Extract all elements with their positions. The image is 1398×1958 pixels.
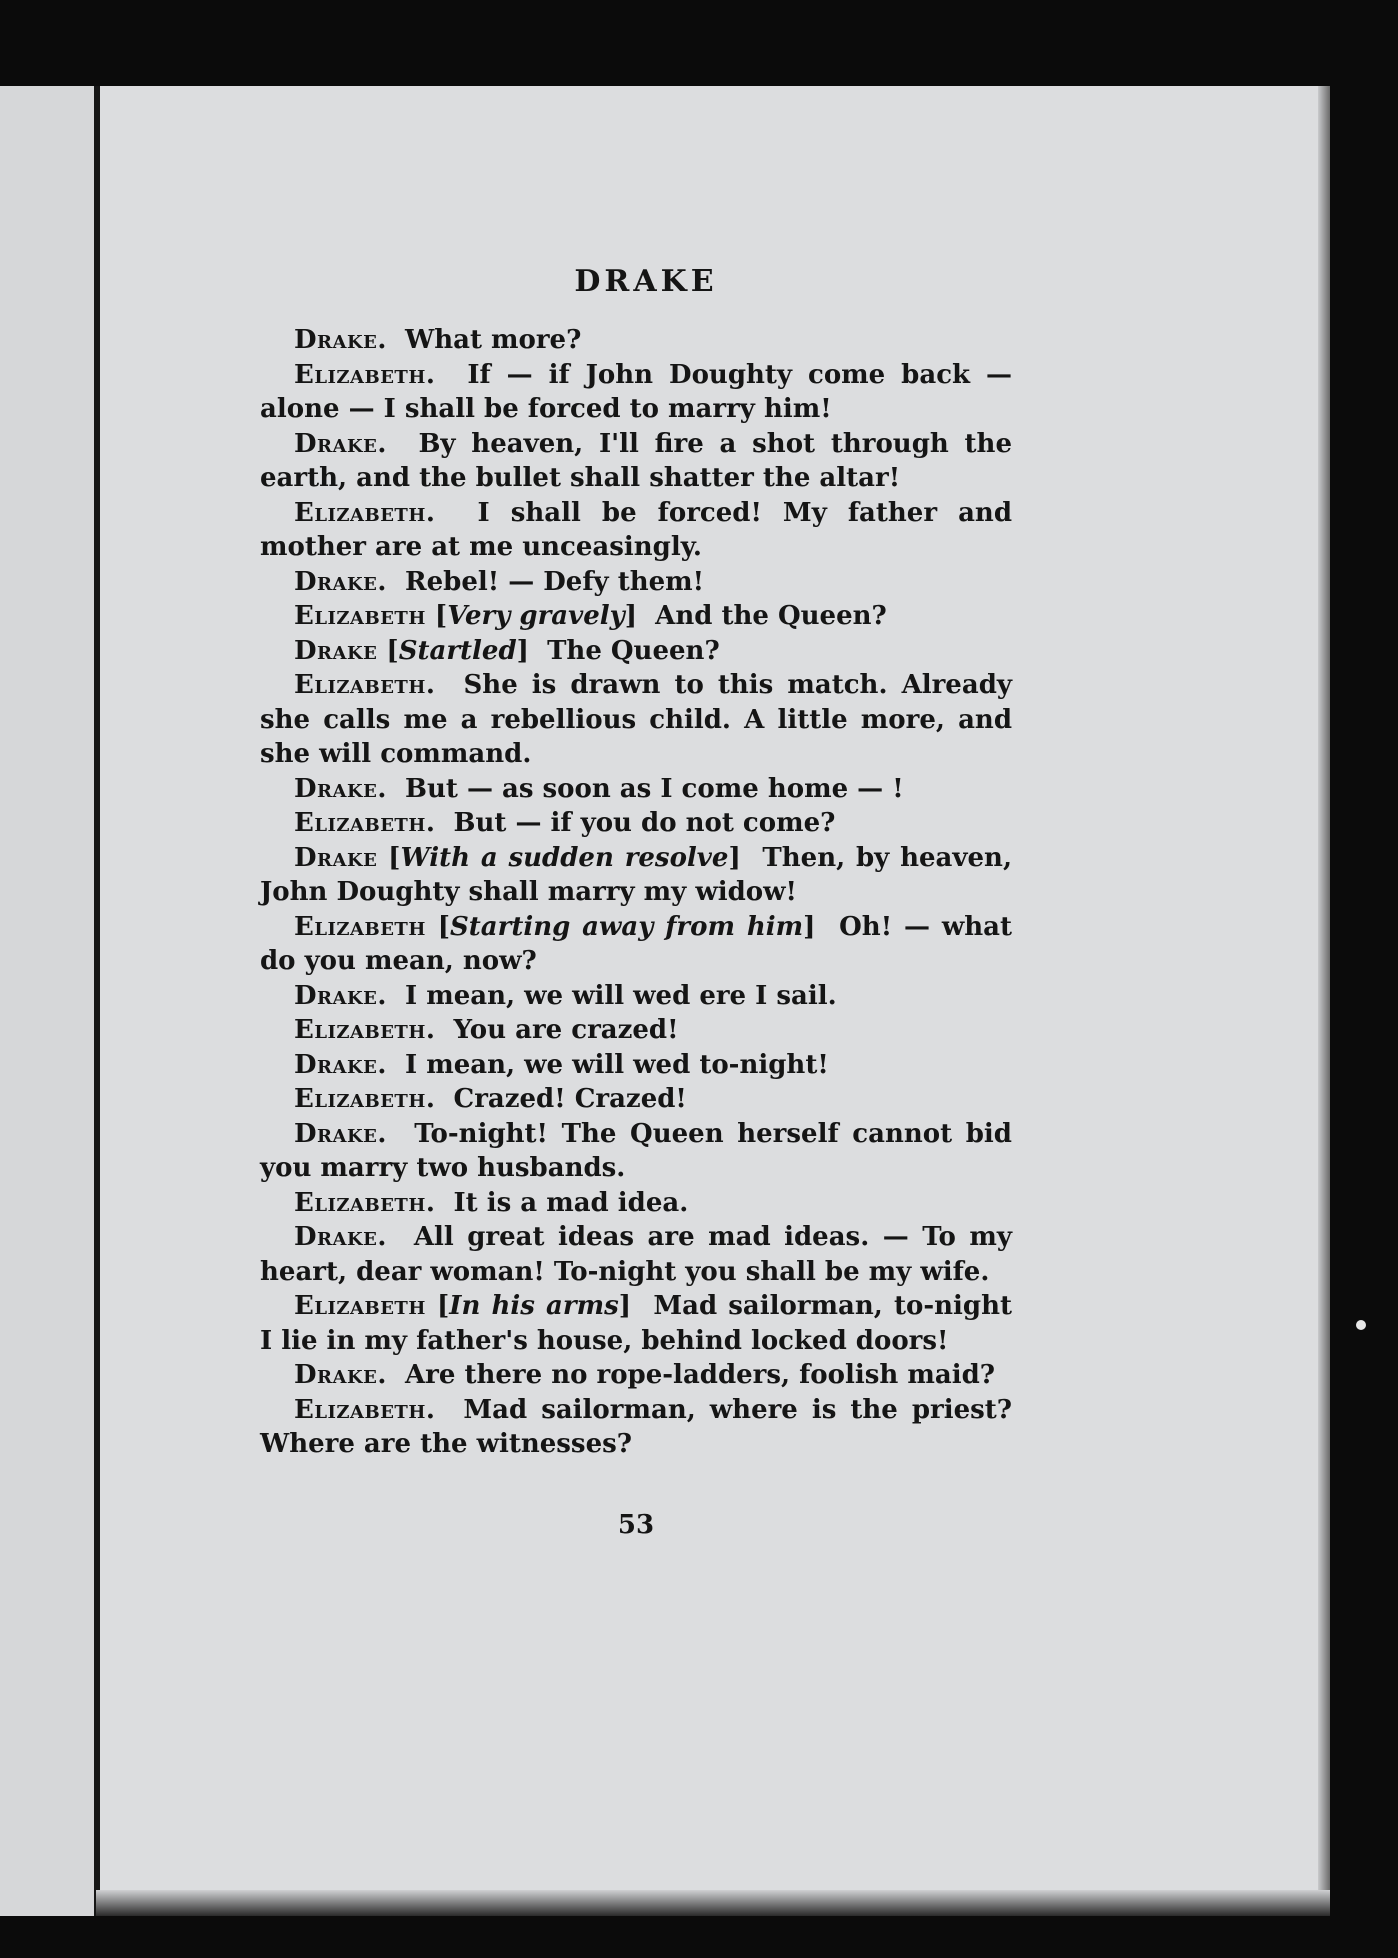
speaker-name: Drake [294,635,378,666]
speech-text: You are crazed! [453,1015,679,1045]
speech [260,565,1012,600]
page-number: 53 [617,1510,655,1540]
speech [260,496,1012,565]
page-right-edge [1318,86,1330,1916]
speech-text: Oh! — what do you mean, now? [260,911,1012,976]
dialogue-text [260,323,1012,1462]
speaker-name: Elizabeth. [294,497,436,528]
speech [260,1393,1012,1462]
speaker-name: Elizabeth. [294,808,436,838]
speech-text: All great ideas are mad ideas. — To my heart, dear woman! To-night you shall be my wife. [260,1222,1012,1287]
speech-text: I mean, we will wed to-night! [405,1049,829,1080]
scan-artifact [1356,1320,1366,1330]
speech-text: I mean, we will wed ere I sail. [405,980,837,1011]
speech-text: Are there no rope-ladders, foolish maid? [405,1360,995,1390]
speech: Elizabeth [In his arms] Mad sailorman, to-night I lie in my father's house, behind locked doors! [260,1291,1012,1356]
speaker-name: Elizabeth. [294,1394,436,1425]
stage-direction: With a sudden resolve [400,842,729,873]
running-head: DRAKE [574,264,718,299]
speech-text: I shall be forced! My father and mother are at me unceasingly. [260,497,1013,562]
speech-text: Mad sailorman, where is the priest? Where are the witnesses? [260,1394,1012,1459]
speaker-name: Drake. [294,1360,387,1390]
speech [260,1048,1012,1083]
speaker-name: Elizabeth. [294,1084,436,1114]
speaker-name: Drake. [294,1118,387,1149]
speech [260,427,1012,496]
speech-text: She is drawn to this match. Already she calls me a rebellious child. A little more, and she will command. [260,670,1012,769]
speech [260,358,1012,427]
speaker-name: Drake. [294,1222,387,1252]
speaker-name: Elizabeth. [294,1187,436,1218]
speech [260,772,1012,807]
speaker-name: Drake. [294,566,387,597]
speech [260,1186,1012,1221]
speech-text: Mad sailorman, to-night I lie in my father's house, behind locked doors! [260,1291,1012,1356]
speech [260,1013,1012,1048]
speech [260,1358,1012,1393]
speech-text: It is a mad idea. [453,1187,689,1218]
speech: Elizabeth [Starting away from him] Oh! — what do you mean, now? [260,911,1012,976]
stage-direction: Very gravely [447,601,625,631]
speaker-name: Drake. [294,325,387,355]
speaker-name: Elizabeth [294,911,426,942]
speaker-name: Drake. [294,1049,387,1080]
speaker-name: Elizabeth. [294,670,436,700]
speaker-name: Elizabeth [294,601,426,631]
speech [260,668,1012,772]
stage-direction: In his arms [449,1291,619,1321]
speaker-name: Drake. [294,428,387,459]
speaker-name: Elizabeth [294,1291,426,1321]
facing-page-edge [0,86,96,1916]
speech [260,1117,1012,1186]
speech-text: Crazed! Crazed! [453,1084,687,1114]
speaker-name: Elizabeth. [294,359,436,390]
speech [260,979,1012,1014]
speech-text: But — as soon as I come home — ! [405,773,904,804]
speaker-name: Drake [294,842,378,873]
speech-text: Rebel! — Defy them! [405,566,705,597]
speech: Elizabeth [Very gravely] And the Queen? [294,601,887,631]
speech-text: What more? [405,325,582,355]
book-gutter [94,86,100,1916]
speech [260,806,1012,841]
speech [260,323,1012,358]
speech-text: And the Queen? [655,601,887,631]
speech-text: Then, by heaven, John Doughty shall marry my widow! [260,842,1012,907]
stage-direction: Startled [398,635,517,666]
speech-text: By heaven, I'll fire a shot through the earth, and the bullet shall shatter the altar! [260,428,1013,493]
stage-direction: Starting away from him [450,911,804,942]
speech: Drake [With a sudden resolve] Then, by heaven, John Doughty shall marry my widow! [260,842,1012,907]
speech [260,1220,1012,1289]
speaker-name: Drake. [294,980,387,1011]
speech-text: If — if John Doughty come back — alone — I shall be forced to marry him! [260,359,1013,424]
speech-text: The Queen? [547,635,720,666]
speech [260,1082,1012,1117]
speech: Drake [Startled] The Queen? [294,635,720,666]
page-bottom-edge [96,1890,1330,1916]
speech-text: But — if you do not come? [453,808,836,838]
speaker-name: Elizabeth. [294,1015,436,1045]
speaker-name: Drake. [294,773,387,804]
speech-text: To-night! The Queen herself cannot bid you marry two husbands. [260,1118,1012,1183]
